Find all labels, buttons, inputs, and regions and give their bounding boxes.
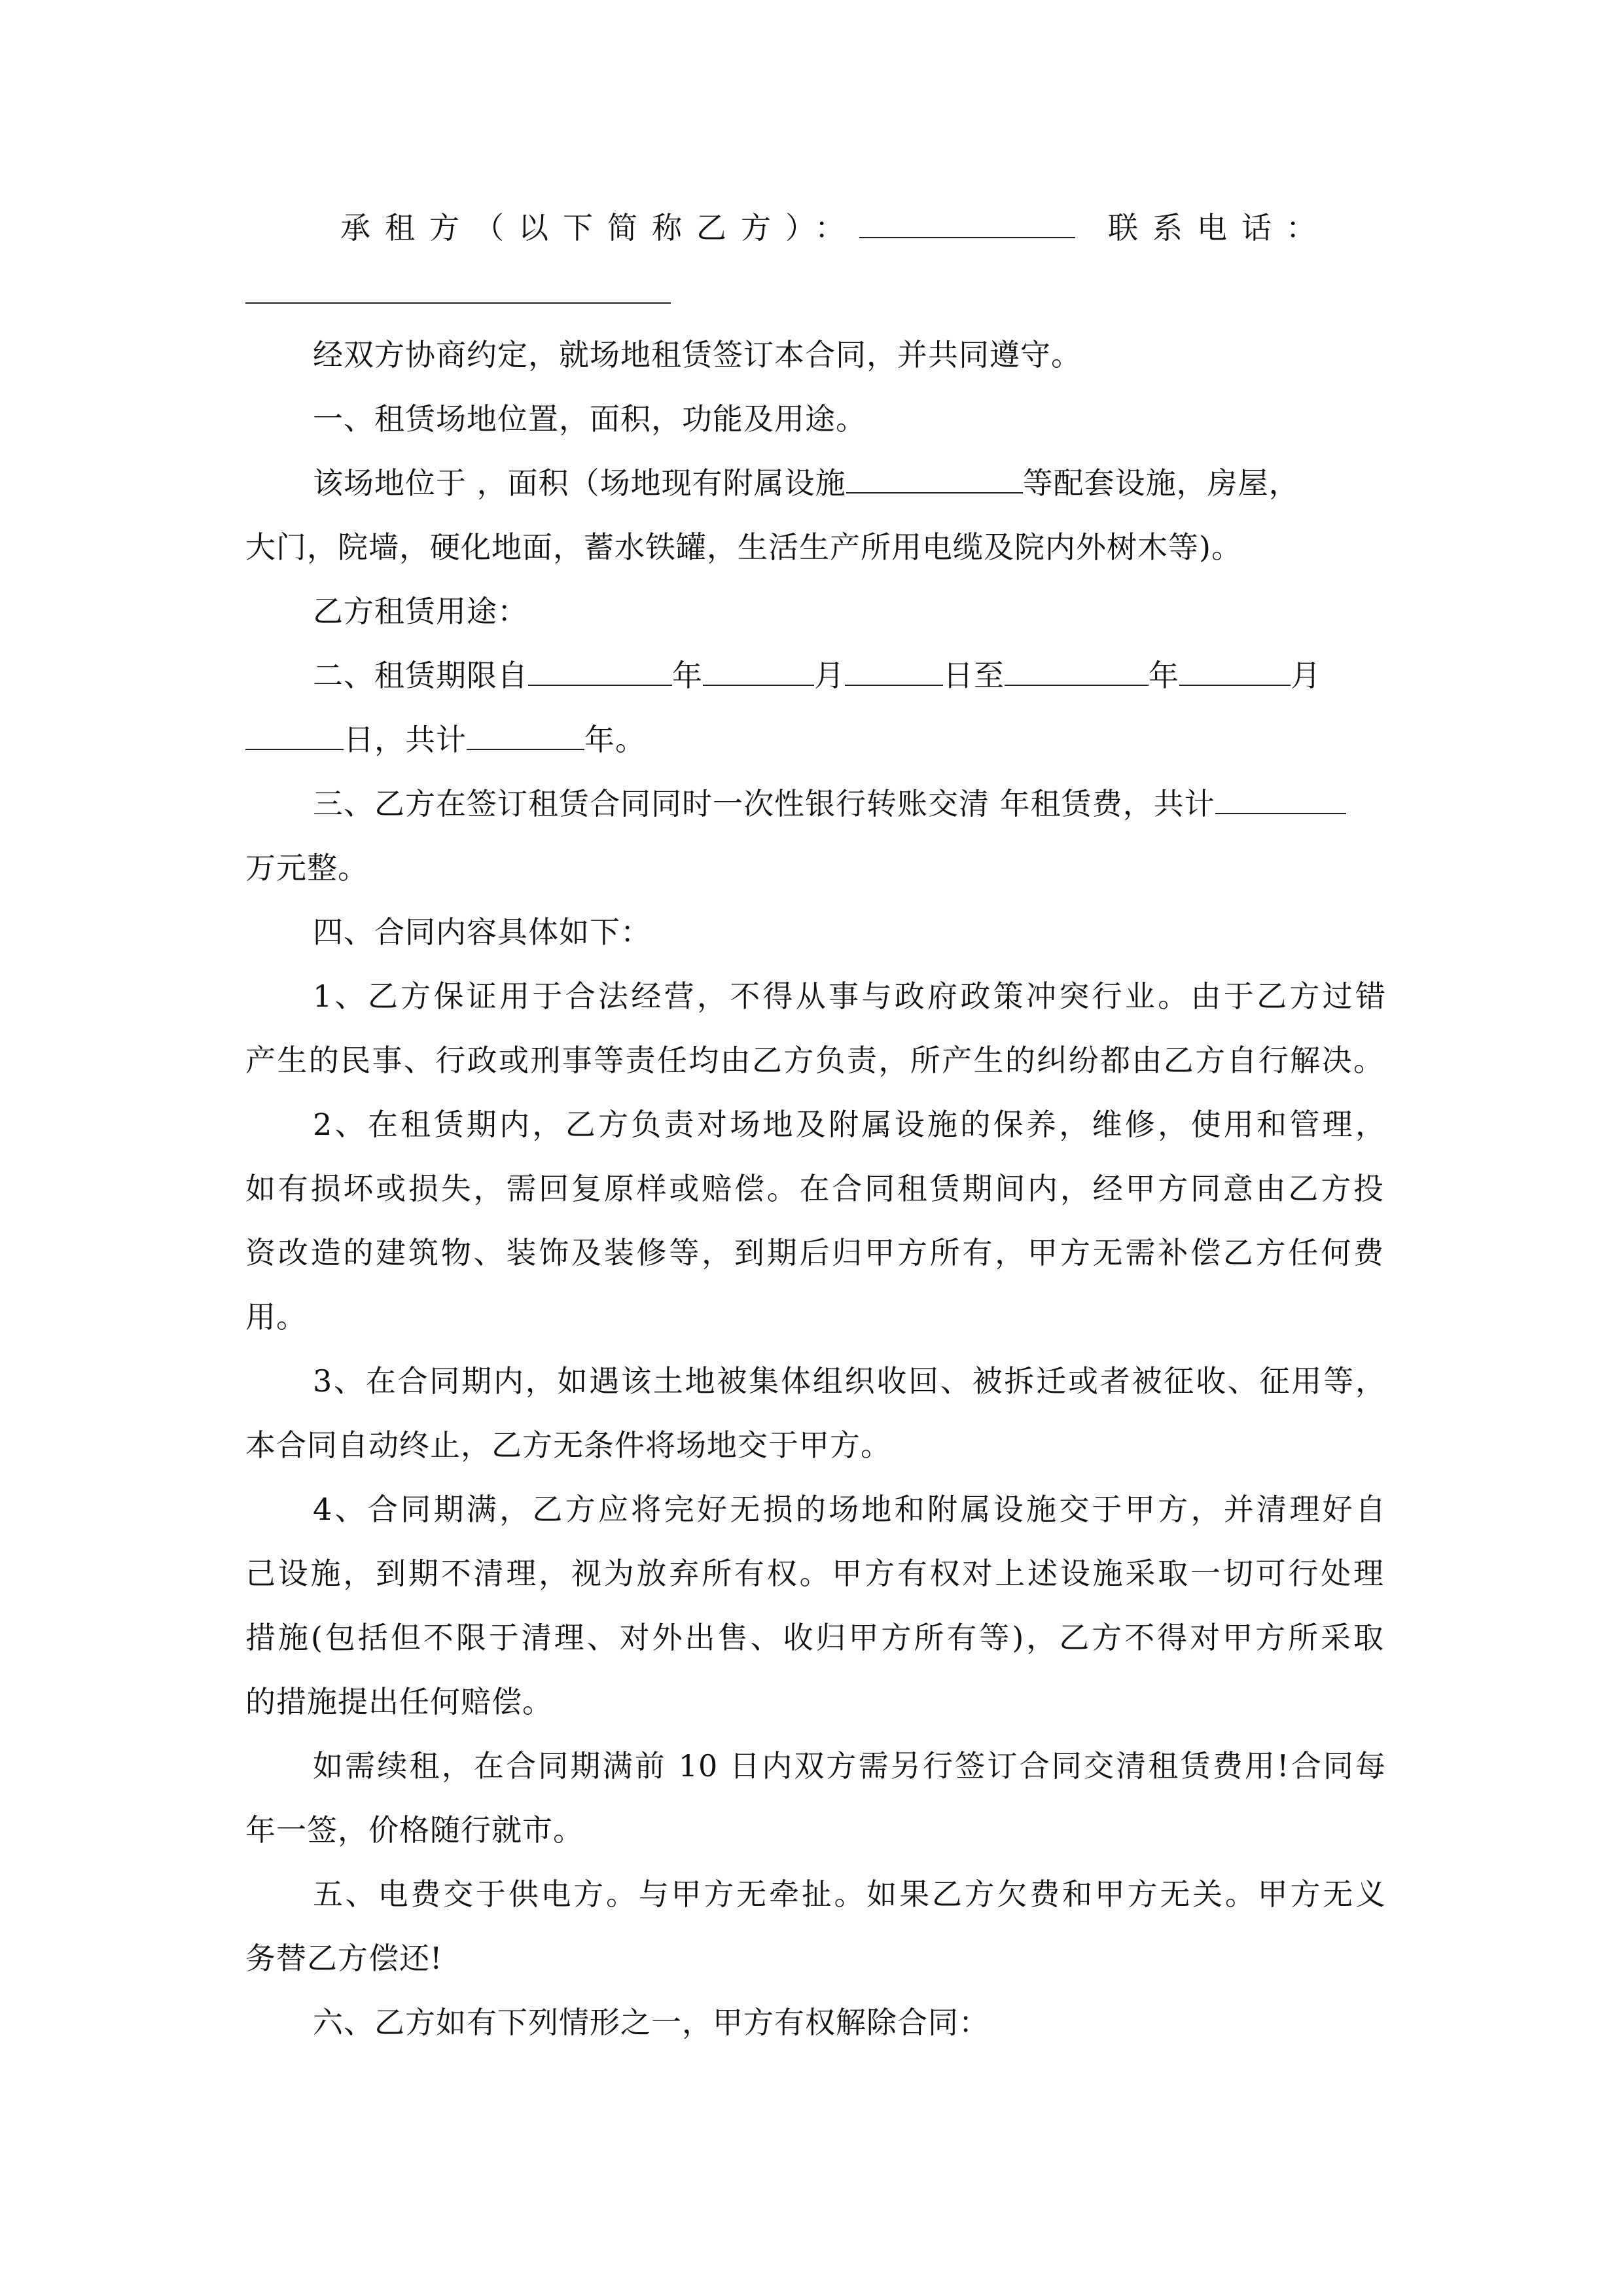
section4-title: 四、合同内容具体如下：: [313, 914, 651, 950]
section1-location-text-end: 等配套设施，房屋，: [1022, 465, 1300, 501]
rent-amount-blank[interactable]: [1215, 787, 1346, 814]
clause1-line1: 1、乙方保证用于合法经营，不得从事与政府政策冲突行业。由于乙方过错: [313, 978, 1386, 1014]
section1-location-line: [313, 463, 1386, 503]
clause3-line2: 本合同自动终止，乙方无条件将场地交于甲方。: [245, 1427, 891, 1463]
end-month-blank[interactable]: [1179, 658, 1291, 686]
section2-term-line: [313, 656, 1386, 695]
section2-term-line2: [245, 720, 1384, 759]
phone-label: 联系电话：: [1108, 210, 1330, 245]
intro-text: 经双方协商约定，就场地租赁签订本合同，并共同遵守。: [313, 337, 1082, 372]
section1-facilities-line: 大门，院墙，硬化地面，蓄水铁罐，生活生产所用电缆及院内外树木等)。: [245, 529, 1242, 565]
section3-line: [313, 784, 1386, 823]
clause4-line1: 4、合同期满，乙方应将完好无损的场地和附属设施交于甲方，并清理好自: [313, 1492, 1386, 1527]
phone-blank[interactable]: [245, 302, 671, 304]
section3-line2: 万元整。: [245, 850, 368, 886]
party-b-name-blank[interactable]: [859, 211, 1075, 238]
end-month-unit: 月: [1291, 658, 1321, 693]
section3-text: 三、乙方在签订租赁合同同时一次性银行转账交清 年租赁费，共计: [313, 786, 1215, 821]
section1-title: 一、租赁场地位置，面积，功能及用途。: [313, 401, 866, 437]
renewal-line1: 如需续租，在合同期满前 10 日内双方需另行签订合同交清租赁费用!合同每: [313, 1748, 1386, 1784]
clause2-line2: 如有损坏或损失，需回复原样或赔偿。在合同租赁期间内，经甲方同意由乙方投: [245, 1171, 1384, 1206]
end-day-unit: 日，共计: [344, 722, 467, 757]
section5-line1: 五、电费交于供电方。与甲方无牵扯。如果乙方欠费和甲方无关。甲方无义: [313, 1876, 1386, 1912]
end-year-blank[interactable]: [1005, 658, 1149, 686]
clause4-line3: 措施(包括但不限于清理、对外出售、收归甲方所有等)，乙方不得对甲方所采取: [245, 1620, 1384, 1655]
clause2-line1: 2、在租赁期内，乙方负责对场地及附属设施的保养，维修，使用和管理，: [313, 1107, 1386, 1142]
clause4-line2: 己设施，到期不清理，视为放弃所有权。甲方有权对上述设施采取一切可行处理: [245, 1556, 1384, 1591]
start-year-blank[interactable]: [528, 658, 672, 686]
total-years-unit: 年。: [584, 722, 646, 757]
clause3-line1: 3、在合同期内，如遇该土地被集体组织收回、被拆迁或者被征收、征用等，: [313, 1363, 1386, 1399]
start-month-unit: 月: [814, 658, 845, 693]
clause2-line3: 资改造的建筑物、装饰及装修等，到期后归甲方所有，甲方无需补偿乙方任何费: [245, 1235, 1384, 1270]
section5-line2: 务替乙方偿还!: [245, 1941, 443, 1976]
clause4-line4: 的措施提出任何赔偿。: [245, 1684, 553, 1719]
facilities-blank[interactable]: [846, 466, 1023, 493]
end-day-blank[interactable]: [245, 723, 344, 750]
end-year-unit: 年: [1149, 658, 1179, 693]
term-label: 二、租赁期限自: [313, 658, 528, 693]
total-years-blank[interactable]: [467, 723, 584, 750]
clause1-line2: 产生的民事、行政或刑事等责任均由乙方负责，所产生的纠纷都由乙方自行解决。: [245, 1043, 1384, 1078]
section6-title: 六、乙方如有下列情形之一，甲方有权解除合同：: [313, 2005, 990, 2040]
party-b-label: 承租方（以下简称乙方）：: [340, 210, 859, 245]
start-day-blank[interactable]: [845, 658, 943, 686]
renewal-line2: 年一签，价格随行就市。: [245, 1812, 584, 1848]
section1-usage: 乙方租赁用途：: [313, 594, 528, 629]
party-b-line: [340, 208, 1387, 247]
start-month-blank[interactable]: [703, 658, 814, 686]
start-year-unit: 年: [672, 658, 703, 693]
clause2-line4: 用。: [245, 1299, 307, 1335]
section1-location-text: 该场地位于 ，面积（场地现有附属设施: [313, 465, 846, 501]
start-day-unit: 日至: [943, 658, 1005, 693]
